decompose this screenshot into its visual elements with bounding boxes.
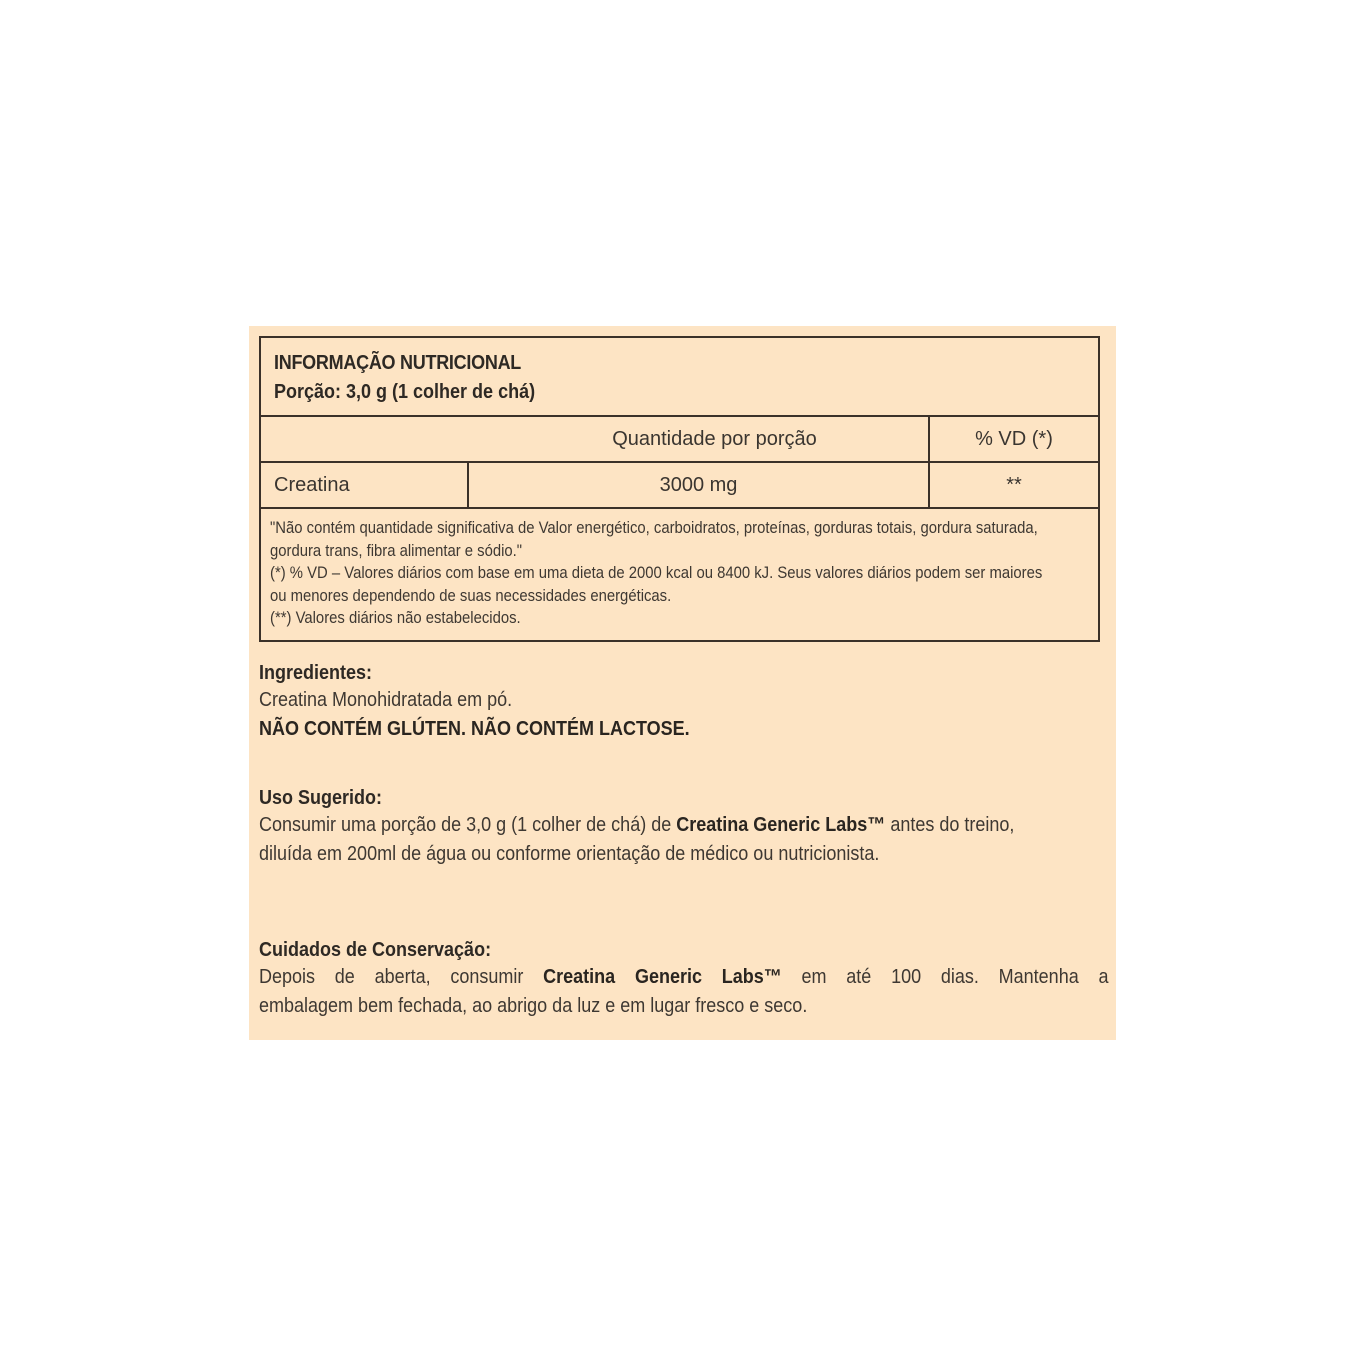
portion-size: Porção: 3,0 g (1 colher de chá) — [274, 381, 536, 403]
suggested-use-text: Consumir uma porção de 3,0 g (1 colher de chá) de — [259, 814, 677, 836]
nutrient-amount: 3000 mg — [467, 463, 928, 507]
word: em — [801, 966, 827, 988]
suggested-use-section — [259, 787, 1119, 869]
nutrient-name: Creatina — [274, 473, 350, 496]
word: Depois — [259, 966, 316, 988]
word: 100 — [891, 966, 922, 988]
footnote-line: "Não contém quantidade significativa de Valor energético, carboidratos, proteínas, gorduras totais, gordura saturada, — [270, 519, 1038, 537]
suggested-use-text: antes do treino, — [885, 814, 1015, 836]
product-info-panel — [249, 326, 1116, 1040]
storage-line-1 — [259, 963, 1109, 992]
suggested-use-line-2: diluída em 200ml de água ou conforme orientação de médico ou nutricionista. — [259, 843, 880, 865]
storage-section — [259, 939, 1119, 1021]
nutrition-table-header — [261, 338, 1098, 417]
brand-word: Generic — [634, 966, 702, 988]
storage-heading: Cuidados de Conservação: — [259, 939, 492, 961]
storage-line-2: embalagem bem fechada, ao abrigo da luz e em lugar fresco e seco. — [259, 995, 808, 1017]
table-row — [261, 463, 1098, 509]
brand-word: Creatina — [543, 966, 616, 988]
daily-value-header: % VD (*) — [928, 417, 1098, 461]
word: aberta, — [374, 966, 431, 988]
allergen-statement: NÃO CONTÉM GLÚTEN. NÃO CONTÉM LACTOSE. — [259, 718, 690, 740]
footnote-line: (*) % VD – Valores diários com base em uma dieta de 2000 kcal ou 8400 kJ. Seus valores diários podem ser maiores — [270, 564, 1043, 583]
ingredients-heading: Ingredientes: — [259, 662, 373, 684]
nutrition-title: INFORMAÇÃO NUTRICIONAL — [274, 352, 522, 374]
suggested-use-heading: Uso Sugerido: — [259, 787, 383, 809]
word: dias. — [940, 966, 979, 988]
ingredients-text: Creatina Monohidratada em pó. — [259, 689, 513, 711]
amount-per-portion-header: Quantidade por porção — [612, 427, 817, 450]
nutrition-footnotes — [261, 509, 1098, 640]
footnote-line: ou menores dependendo de suas necessidades energéticas. — [270, 586, 672, 605]
footnote-line: (**) Valores diários não estabelecidos. — [270, 609, 521, 628]
word: de — [334, 966, 355, 988]
word: até — [846, 966, 872, 988]
nutrient-daily-value: ** — [928, 463, 1098, 507]
column-header-row — [261, 417, 1098, 463]
suggested-use-line-1 — [259, 811, 1033, 840]
word: a — [1098, 966, 1109, 988]
nutrition-facts-table — [259, 336, 1100, 642]
brand-name: Creatina Generic Labs™ — [676, 814, 886, 836]
brand-word: Labs™ — [721, 966, 782, 988]
footnote-line: gordura trans, fibra alimentar e sódio." — [270, 541, 523, 560]
ingredients-section — [259, 662, 1119, 744]
word: consumir — [450, 966, 524, 988]
word: Mantenha — [998, 966, 1079, 988]
